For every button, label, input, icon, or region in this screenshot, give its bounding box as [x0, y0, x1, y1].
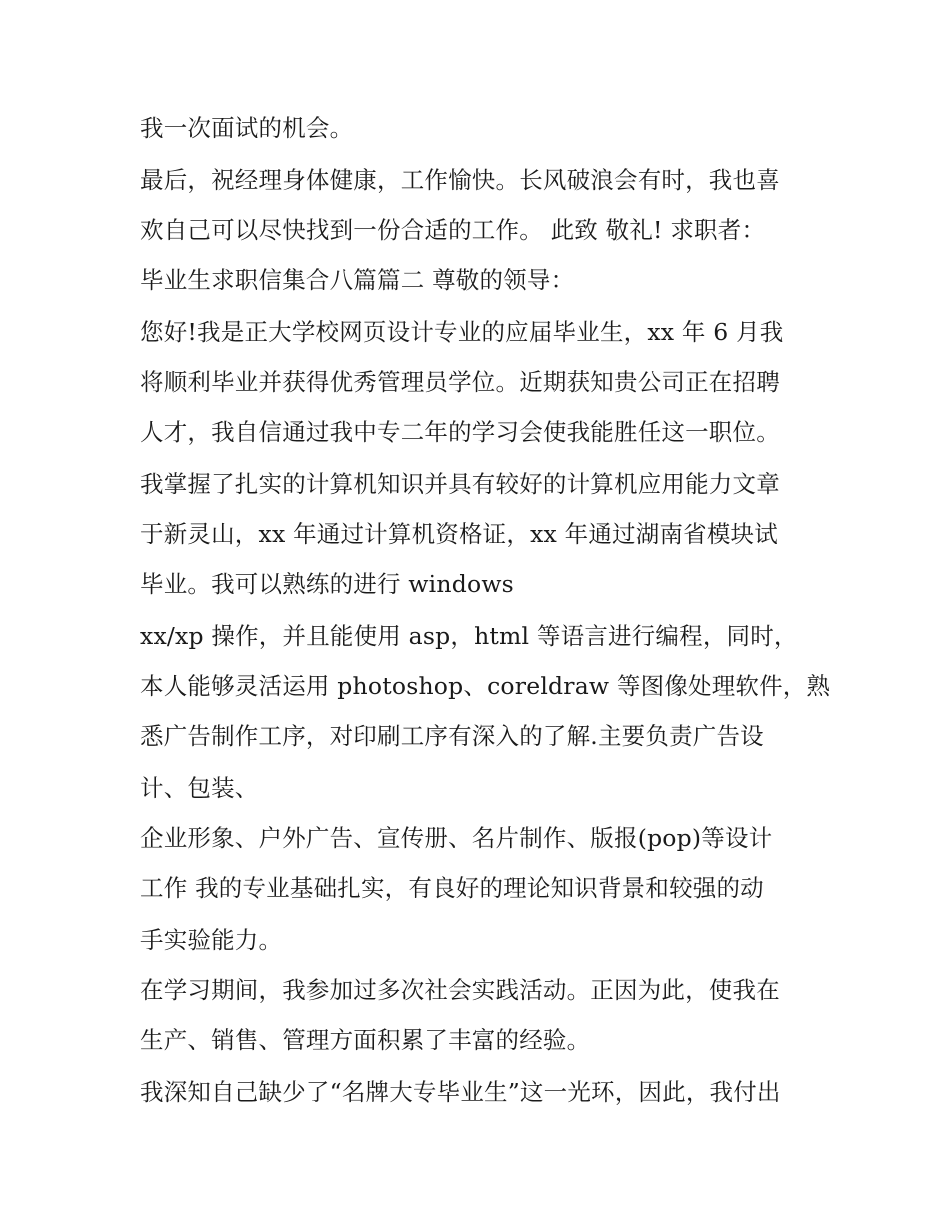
text-line: 生产、销售、管理方面积累了丰富的经验。 — [140, 1026, 591, 1054]
text-line: 企业形象、户外广告、宣传册、名片制作、版报(pop)等设计 — [140, 824, 773, 852]
text-line: 我深知自己缺少了“名牌大专毕业生”这一光环，因此，我付出 — [140, 1078, 781, 1106]
text-line: xx/xp 操作，并且能使用 asp，html 等语言进行编程，同时， — [140, 622, 798, 650]
text-line: 将顺利毕业并获得优秀管理员学位。近期获知贵公司正在招聘 — [140, 368, 780, 396]
text-line: 在学习期间，我参加过多次社会实践活动。正因为此，使我在 — [140, 976, 780, 1004]
text-line: 最后，祝经理身体健康，工作愉快。长风破浪会有时，我也喜 — [140, 166, 780, 194]
text-line: 毕业。我可以熟练的进行 windows — [140, 570, 514, 598]
text-line: 毕业生求职信集合八篇篇二 尊敬的领导： — [140, 266, 575, 294]
text-line: 我一次面试的机会。 — [140, 114, 354, 142]
text-line: 本人能够灵活运用 photoshop、coreldraw 等图像处理软件，熟 — [140, 672, 831, 700]
text-line: 工作 我的专业基础扎实，有良好的理论知识背景和较强的动 — [140, 874, 764, 902]
text-line: 手实验能力。 — [140, 926, 283, 954]
text-line: 人才，我自信通过我中专二年的学习会使我能胜任这一职位。 — [140, 418, 780, 446]
text-line: 我掌握了扎实的计算机知识并具有较好的计算机应用能力文章 — [140, 470, 780, 498]
text-line: 您好!我是正大学校网页设计专业的应届毕业生，xx 年 6 月我 — [140, 318, 784, 346]
text-line: 计、包装、 — [140, 774, 259, 802]
text-line: 悉广告制作工序，对印刷工序有深入的了解.主要负责广告设 — [140, 722, 764, 750]
text-line: 于新灵山，xx 年通过计算机资格证，xx 年通过湖南省模块试 — [140, 520, 778, 548]
text-line: 欢自己可以尽快找到一份合适的工作。 此致 敬礼! 求职者： — [140, 216, 766, 244]
